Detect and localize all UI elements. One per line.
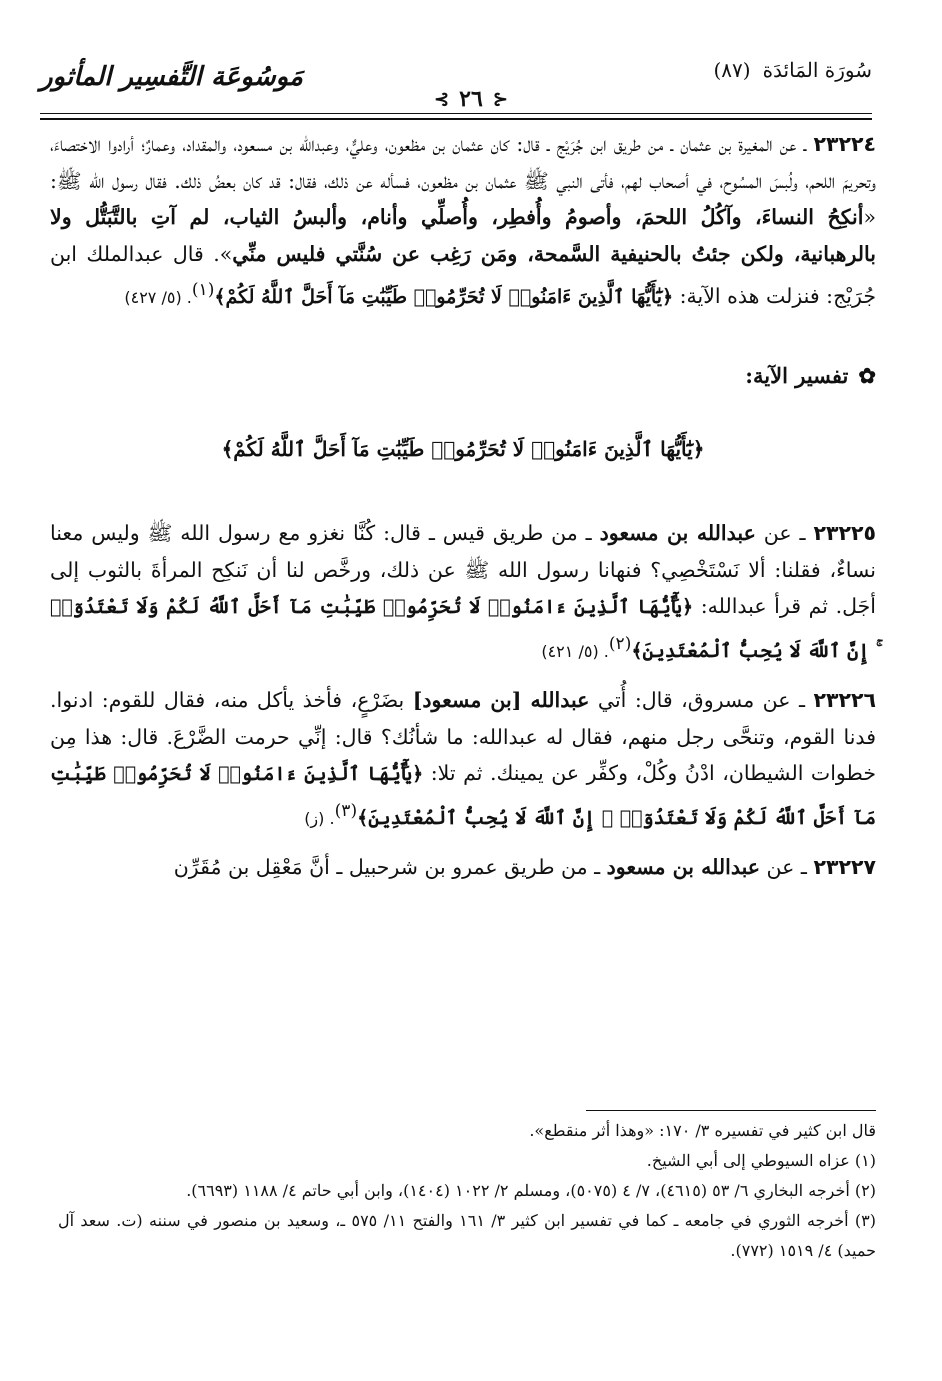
footnotes: [58, 1116, 876, 1266]
narration-text: ». قال عبدالملك ابن جُرَيْج: فنزلت هذه الآية:: [50, 241, 876, 308]
narration-23227: [50, 849, 876, 886]
footnote: (٣) أخرجه الثوري في جامعه ـ كما في تفسير ابن كثير ٣/ ١٦١ والفتح ١١/ ٥٧٥ ـ، وسعيد بن منصور في سننه (ت. سعد آل حميد) ٤/ ١٥١٩ (٧٧٢).: [58, 1211, 877, 1260]
footnote: (٢) أخرجه البخاري ٦/ ٥٣ (٤٦١٥)، ٧/ ٤ (٥٠٧٥)، ومسلم ٢/ ١٠٢٢ (١٤٠٤)، وابن أبي حاتم ٤/ ١١٨٨ (٦٦٩٣).: [186, 1181, 876, 1200]
page-number: ٢٦: [459, 86, 483, 112]
volume-reference: . (٥/ ٤٢٧): [124, 287, 192, 307]
narration-number: ٢٣٢٢٧: [813, 854, 876, 879]
narration-23225: [50, 515, 876, 670]
quran-verse: ﴿يَٰٓأَيُّهَا ٱلَّذِينَ ءَامَنُوا۟ لَا تُحَرِّمُوا۟ طَيِّبَٰتِ مَآ أَحَلَّ ٱللَّهُ لَكُمْ وَلَا تَعْتَدُوٓا۟ ۚ إِنَّ ٱللَّهَ لَا يُحِبُّ ٱلْمُعْتَدِينَ﴾: [50, 763, 876, 829]
footnote-marker: (٣): [334, 800, 358, 821]
section-heading: [50, 358, 876, 395]
centered-quran-verse: ﴿يَٰٓأَيُّهَا ٱلَّذِينَ ءَامَنُوا۟ لَا تُحَرِّمُوا۟ طَيِّبَٰتِ مَآ أَحَلَّ ٱللَّهُ لَكُمْ﴾: [221, 436, 705, 461]
header-rule: [40, 113, 872, 114]
narrator-name: عبدالله [بن مسعود]: [412, 688, 590, 713]
narration-text: ـ عن المغيرة بن عثمان ـ من طريق ابن جُرَيْج ـ قال: كان عثمان بن مظعون، وعليٌّ، وعبدالله بن مسعود، والمقداد، وعمارٌ؛ أرادوا الاختصاءَ، وتحريمَ اللحم، ولُبسَ المسُوح، في أصحاب لهم، فأتى النبي ﷺ عثمان بن مظعون، فسأله عن ذلك، فقال: قد كان بعضُ ذلك. فقال رسول الله ﷺ: «: [50, 132, 876, 229]
ornament-icon: ⊱: [492, 88, 508, 110]
narrator-name: عبدالله بن مسعود: [606, 854, 761, 879]
quran-verse: ﴿يَٰٓأَيُّهَا ٱلَّذِينَ ءَامَنُوا۟ لَا تُحَرِّمُوا۟ طَيِّبَٰتِ مَآ أَحَلَّ ٱللَّهُ لَكُمْ﴾: [214, 285, 674, 308]
page-number-box: [420, 86, 522, 112]
narration-text: ـ من طريق قيس ـ قال: كُنَّا نغزو مع رسول الله ﷺ وليس معنا نساءٌ، فقلنا: ألا نَسْتَخْصِي؟ فنهانا رسول الله ﷺ عن ذلك، ورخَّص لنا أن نَنكِح المرأةَ بالثوب إلى أجَل. ثم قرأ عبدالله:: [50, 521, 876, 619]
section-title: تفسير الآية:: [745, 363, 849, 389]
footnote-marker: (٢): [608, 633, 632, 654]
narration-number: ٢٣٢٢٤: [813, 132, 876, 156]
flower-icon: ✿: [858, 363, 876, 389]
narration-number: ٢٣٢٢٦: [813, 688, 877, 713]
footnote: قال ابن كثير في تفسيره ٣/ ١٧٠: «وهذا أثر منقطع».: [529, 1121, 876, 1140]
narration-text: ـ من طريق عمرو بن شرحبيل ـ أنَّ مَعْقِل بن مُقَرِّن: [173, 854, 607, 879]
surah-title: سُورَة المَائدَة: [762, 58, 872, 82]
narration-23224: [50, 126, 876, 316]
narration-text: ـ عن مسروق، قال: أُتي: [589, 688, 814, 713]
narrator-name: عبدالله بن مسعود: [599, 521, 756, 546]
narration-number: ٢٣٢٢٥: [813, 521, 876, 546]
narration-23226: [50, 682, 876, 837]
quran-verse: ﴿يَٰٓأَيُّهَا ٱلَّذِينَ ءَامَنُوا۟ لَا تُحَرِّمُوا۟ طَيِّبَٰتِ مَآ أَحَلَّ ٱللَّهُ لَكُمْ وَلَا تَعْتَدُوٓا۟ ۚ إِنَّ ٱللَّهَ لَا يُحِبُّ ٱلْمُعْتَدِينَ﴾: [50, 596, 876, 662]
surah-heading: [713, 58, 872, 82]
series-title: مَوسُوعَة التَّفسِير المأثور: [40, 62, 303, 92]
footnote-marker: (١): [191, 280, 215, 300]
hadith-text: أنكِحُ النساءَ، وآكُلُ اللحمَ، وأصومُ وأُفطِر، وأُصلِّي وأنام، وألبسُ الثياب، لم آتِ بالتَّبَتُّل ولا بالرهبانية، ولكن جئتُ بالحنيفية السَّمحة، ومَن رَغِب عن سُنَّتي فليس منِّي: [50, 205, 876, 266]
verse-number: (٨٧): [713, 58, 751, 82]
footnote-divider: [586, 1110, 876, 1111]
volume-reference: . (ز): [304, 808, 335, 828]
narration-text: ـ عن: [760, 854, 814, 879]
footnote: (١) عزاه السيوطي إلى أبي الشيخ.: [646, 1151, 876, 1170]
narration-text: بضَرْعٍ، فأخذ يأكل منه، فقال للقوم: ادنوا. فدنا القوم، وتنحَّى رجل منهم، فقال له عبدالله: ما شأنُك؟ قال: إنِّي حرمت الضَّرْعَ. قال: هذا مِن خطوات الشيطان، ادْنُ وكُلْ، وكفِّر عن يمينك. ثم تلا:: [50, 688, 876, 786]
volume-reference: . (٥/ ٤٢١): [541, 641, 609, 661]
main-text: [50, 126, 876, 897]
ornament-icon: ⊰: [434, 88, 450, 110]
narration-text: ـ عن: [755, 521, 814, 546]
